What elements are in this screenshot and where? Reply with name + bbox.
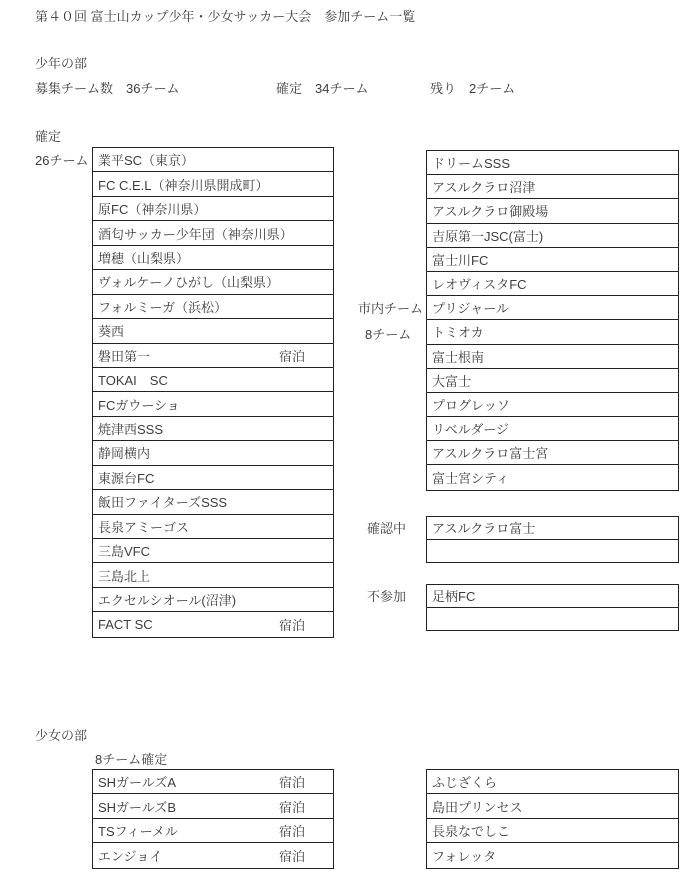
team-row [427,175,678,199]
team-name: リベルダージ [432,422,509,438]
stay-note: 宿泊 [279,348,306,364]
team-name: 長泉アミーゴス [98,519,190,535]
team-name: 大富士 [432,373,472,389]
team-row [427,248,678,272]
team-name: フォレッタ [432,849,497,865]
stay-note: 宿泊 [279,618,306,634]
team-name: FCガウーショ [98,397,180,413]
team-name: ドリームSSS [432,156,511,172]
team-row [93,441,333,465]
team-name: 吉原第一JSC(富士) [432,228,544,244]
team-row [427,320,678,344]
page-title: 第４０回 富士山カップ少年・少女サッカー大会 参加チーム一覧 [35,9,416,24]
team-name: 長泉なでしこ [432,824,511,840]
not-participating-table [426,584,679,631]
team-row [427,151,678,175]
team-row-empty [427,540,678,563]
team-row-empty [427,608,678,631]
team-name: 富士川FC [432,252,489,268]
team-row [93,466,333,490]
girls-left-table [92,769,334,869]
team-row [93,563,333,587]
team-row [93,417,333,441]
team-row [93,172,333,196]
team-row [427,199,678,223]
team-name: 富士根南 [432,349,485,365]
team-row [93,221,333,245]
boys-recruited-count: 募集チーム数 36チーム [35,81,180,96]
team-row [427,770,678,794]
team-name: FC C.E.L（神奈川県開成町） [98,177,269,193]
boys-remaining-count: 残り 2チーム [430,81,516,96]
team-name: 足柄FC [432,589,476,605]
team-row [427,441,678,465]
girls-confirmed-label: 8チーム確定 [95,752,168,767]
team-row [93,612,333,636]
boys-confirmed-table [92,147,334,638]
team-row [93,515,333,539]
team-name: TSフィーメル [98,824,178,840]
team-row [93,794,333,818]
team-name: 原FC（神奈川県） [98,202,207,218]
team-row [93,270,333,294]
team-name: アスルクラロ御殿場 [432,204,549,220]
girls-right-table [426,769,679,869]
team-row [93,319,333,343]
team-name: 酒匂サッカー少年団（神奈川県） [98,226,293,242]
team-name: 磐田第一 [98,348,151,364]
boys-confirmed-team-count-label: 26チーム [35,153,89,168]
team-row [93,843,333,867]
team-name: 静岡横内 [98,446,151,462]
team-name: 富士宮シティ [432,471,509,487]
team-name: SHガールズB [98,799,177,815]
team-row [93,770,333,794]
team-name: エクセルシオール(沼津) [98,593,237,609]
team-name: フォルミーガ（浜松） [98,299,228,315]
checking-table [426,516,679,563]
team-row [427,272,678,296]
team-name: 島田プリンセス [432,799,523,815]
team-row [93,588,333,612]
team-row [93,819,333,843]
team-row [427,345,678,369]
team-row [427,417,678,441]
team-row [427,585,678,608]
team-name: 三島VFC [98,544,151,560]
stay-note: 宿泊 [279,799,306,815]
team-row [427,517,678,540]
team-row [427,296,678,320]
checking-label: 確認中 [367,521,407,536]
girls-section-heading: 少女の部 [35,728,88,743]
team-name: 東源台FC [98,470,155,486]
team-row [93,246,333,270]
stay-note: 宿泊 [279,824,306,840]
team-row [427,465,678,489]
team-name: 葵西 [98,324,125,340]
team-name: プリジャール [432,301,509,317]
boys-right-table [426,150,679,491]
team-name: 増穂（山梨県） [98,250,190,266]
team-name: プログレッソ [432,397,510,413]
team-name: 飯田ファイターズSSS [98,495,228,511]
team-row [93,368,333,392]
boys-confirmed-count: 確定 34チーム [276,81,369,96]
team-row [427,843,678,867]
team-name: トミオカ [432,325,484,341]
team-row [427,794,678,818]
team-name: 業平SC（東京） [98,153,195,169]
team-row [93,539,333,563]
team-row [93,490,333,514]
team-name: SHガールズA [98,775,177,791]
boys-confirmed-label: 確定 [35,129,62,144]
team-row [93,295,333,319]
not-participating-label: 不参加 [367,589,407,604]
team-name: レオヴィスタFC [432,277,527,293]
team-row [93,344,333,368]
team-name: アスルクラロ富士 [432,521,536,537]
stay-note: 宿泊 [279,849,306,865]
team-row [427,819,678,843]
city-teams-label: 市内チーム [358,301,424,316]
team-row [93,197,333,221]
team-name: エンジョイ [98,849,163,865]
team-row [93,392,333,416]
team-name: 焼津西SSS [98,422,164,438]
team-row [427,369,678,393]
team-name: 三島北上 [98,568,151,584]
team-name: ヴォルケーノひがし（山梨県） [98,275,279,291]
city-teams-count-label: 8チーム [365,327,412,342]
team-row [427,224,678,248]
team-name: アスルクラロ沼津 [432,180,536,196]
team-row [93,148,333,172]
team-name: TOKAI SC [98,373,168,389]
team-name: FACT SC [98,617,153,633]
team-row [427,393,678,417]
stay-note: 宿泊 [279,775,306,791]
boys-section-heading: 少年の部 [35,56,88,71]
team-name: アスルクラロ富士宮 [432,446,549,462]
team-name: ふじざくら [432,775,498,791]
